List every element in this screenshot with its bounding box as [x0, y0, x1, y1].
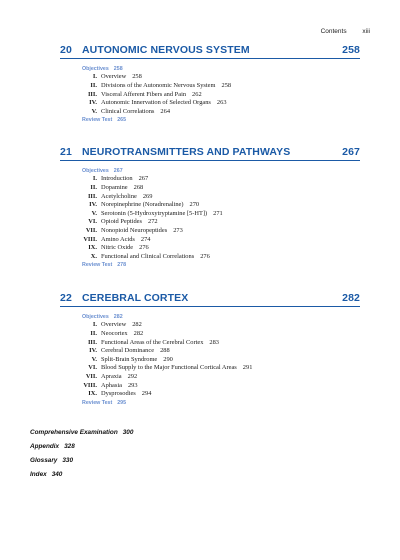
review-test-page: 265: [117, 117, 127, 124]
review-test-page: 278: [117, 262, 127, 269]
section-entry: [60, 210, 360, 219]
section-entry: [60, 82, 360, 91]
back-matter-entry: [30, 440, 133, 454]
section-entry: [60, 91, 360, 100]
chapter-rule: [60, 58, 360, 59]
section-entry: [60, 99, 360, 108]
section-page: 270: [189, 201, 200, 209]
chapter-title: CEREBRAL CORTEX: [82, 292, 189, 304]
section-numeral: II.: [90, 81, 97, 89]
section-page: 274: [140, 235, 151, 243]
section-title: Dysprosodies: [101, 390, 136, 398]
section-page: 262: [192, 90, 202, 98]
chapter-rule: [60, 160, 360, 161]
chapter-heading: [60, 292, 360, 304]
chapter-number: 22: [60, 292, 72, 304]
section-entry: [60, 227, 360, 236]
section-title: Nonopioid Neuropeptides: [101, 226, 168, 234]
section-page: 282: [133, 329, 144, 337]
section-numeral: V.: [91, 209, 97, 217]
section-numeral: III.: [87, 192, 97, 200]
section-entry: [60, 218, 360, 227]
objectives-page: 258: [113, 66, 123, 73]
back-matter-title: Comprehensive Examination: [30, 429, 118, 436]
section-page: 268: [133, 183, 144, 191]
back-matter-list: [30, 426, 133, 482]
header-title: Contents: [320, 28, 347, 35]
section-entry: [60, 364, 360, 373]
section-page: 290: [163, 355, 173, 363]
back-matter-title: Appendix: [30, 443, 60, 450]
objectives-entry: [82, 314, 360, 320]
section-title: Divisions of the Autonomic Nervous System: [101, 81, 216, 89]
section-numeral: VII.: [85, 226, 97, 234]
section-numeral: III.: [87, 338, 97, 346]
chapter-title: NEUROTRANSMITTERS AND PATHWAYS: [82, 146, 291, 158]
section-title: Neocortex: [101, 329, 128, 337]
section-numeral: X.: [90, 252, 97, 260]
section-numeral: I.: [92, 321, 97, 329]
section-title: Nitric Oxide: [101, 244, 134, 252]
header-page-number: xiii: [362, 28, 370, 35]
section-title: Acetylcholine: [101, 192, 137, 200]
section-entry: [60, 330, 360, 339]
section-entry: [60, 321, 360, 330]
chapter-rule: [60, 306, 360, 307]
section-numeral: VI.: [88, 218, 97, 226]
section-numeral: VIII.: [83, 381, 97, 389]
section-title: Blood Supply to the Major Functional Cortical Areas: [101, 364, 237, 372]
section-numeral: I.: [92, 175, 97, 183]
section-numeral: VIII.: [83, 235, 97, 243]
section-numeral: IX.: [88, 244, 97, 252]
chapter-page: 258: [342, 44, 360, 56]
section-entry: [60, 390, 360, 399]
section-title: Clinical Correlations: [101, 107, 155, 115]
chapter-page: 267: [342, 146, 360, 158]
section-numeral: V.: [91, 355, 97, 363]
section-entry: [60, 382, 360, 391]
chapter-number: 21: [60, 146, 72, 158]
section-numeral: IV.: [89, 347, 97, 355]
section-page: 272: [148, 218, 158, 226]
section-entry: [60, 184, 360, 193]
section-list: [60, 321, 360, 398]
section-title: Dopamine: [101, 183, 128, 191]
section-title: Aphasia: [101, 381, 122, 389]
section-page: 291: [242, 364, 253, 372]
back-matter-entry: [30, 468, 133, 482]
section-entry: [60, 108, 360, 117]
section-numeral: VI.: [88, 364, 97, 372]
section-page: 273: [173, 226, 183, 234]
back-matter-title: Index: [30, 471, 47, 478]
objectives-page: 267: [113, 168, 123, 175]
section-title: Overview: [101, 73, 127, 81]
review-test-label: Review Test: [82, 399, 113, 406]
review-test-label: Review Test: [82, 117, 113, 124]
section-page: 292: [127, 372, 138, 380]
back-matter-page: 300: [122, 429, 134, 436]
chapter-heading: [60, 44, 360, 56]
section-numeral: III.: [87, 90, 97, 98]
section-title: Opioid Peptides: [101, 218, 143, 226]
section-title: Norepinephrine (Noradrenaline): [101, 201, 184, 209]
section-page: 258: [221, 81, 232, 89]
chapter-21: [60, 146, 360, 268]
back-matter-entry: [30, 454, 133, 468]
section-numeral: IX.: [88, 390, 97, 398]
section-page: 293: [127, 381, 138, 389]
section-entry: [60, 236, 360, 245]
objectives-entry: [82, 168, 360, 174]
section-page: 288: [160, 347, 170, 355]
section-numeral: VII.: [85, 372, 97, 380]
section-title: Visceral Afferent Fibers and Pain: [101, 90, 187, 98]
section-page: 267: [138, 175, 149, 183]
section-page: 269: [142, 192, 153, 200]
section-title: Apraxia: [101, 372, 122, 380]
chapter-20: [60, 44, 360, 123]
section-page: 276: [200, 252, 210, 260]
objectives-label: Objectives: [82, 66, 109, 73]
chapter-page: 282: [342, 292, 360, 304]
section-page: 263: [216, 99, 227, 107]
back-matter-title: Glossary: [30, 457, 58, 464]
section-page: 294: [141, 390, 152, 398]
section-entry: [60, 356, 360, 365]
back-matter-page: 330: [62, 457, 74, 464]
section-page: 271: [213, 209, 223, 217]
page-header: [321, 28, 370, 35]
review-test-entry: [82, 117, 360, 123]
section-entry: [60, 73, 360, 82]
review-test-page: 295: [117, 399, 127, 406]
review-test-entry: [82, 262, 360, 268]
review-test-entry: [82, 400, 360, 406]
objectives-entry: [82, 66, 360, 72]
objectives-page: 282: [113, 314, 123, 321]
section-entry: [60, 347, 360, 356]
chapter-number: 20: [60, 44, 72, 56]
section-numeral: IV.: [89, 99, 97, 107]
section-title: Introduction: [101, 175, 133, 183]
objectives-label: Objectives: [82, 314, 109, 321]
section-entry: [60, 339, 360, 348]
section-page: 258: [132, 73, 142, 81]
section-title: Amino Acids: [101, 235, 135, 243]
section-title: Overview: [101, 321, 127, 329]
back-matter-page: 340: [51, 471, 63, 478]
section-page: 276: [139, 244, 149, 252]
chapter-heading: [60, 146, 360, 158]
section-title: Functional and Clinical Correlations: [101, 252, 195, 260]
section-page: 282: [132, 321, 142, 329]
section-numeral: V.: [91, 107, 97, 115]
chapter-title: AUTONOMIC NERVOUS SYSTEM: [82, 44, 250, 56]
section-title: Split-Brain Syndrome: [101, 355, 158, 363]
section-list: [60, 175, 360, 261]
section-numeral: I.: [92, 73, 97, 81]
section-list: [60, 73, 360, 116]
section-page: 264: [160, 107, 171, 115]
section-numeral: II.: [90, 183, 97, 191]
chapter-22: [60, 292, 360, 406]
section-entry: [60, 373, 360, 382]
section-title: Autonomic Innervation of Selected Organs: [101, 99, 211, 107]
back-matter-page: 328: [64, 443, 75, 450]
review-test-label: Review Test: [82, 262, 113, 269]
section-numeral: II.: [90, 329, 97, 337]
objectives-label: Objectives: [82, 168, 109, 175]
section-title: Functional Areas of the Cerebral Cortex: [101, 338, 204, 346]
section-page: 283: [209, 338, 219, 346]
section-entry: [60, 175, 360, 184]
section-entry: [60, 244, 360, 253]
back-matter-entry: [30, 426, 133, 440]
section-entry: [60, 253, 360, 262]
section-numeral: IV.: [89, 201, 97, 209]
section-entry: [60, 201, 360, 210]
section-title: Cerebral Dominance: [101, 347, 155, 355]
section-title: Serotonin (5-Hydroxytryptamine [5-HT]): [101, 209, 208, 217]
section-entry: [60, 193, 360, 202]
